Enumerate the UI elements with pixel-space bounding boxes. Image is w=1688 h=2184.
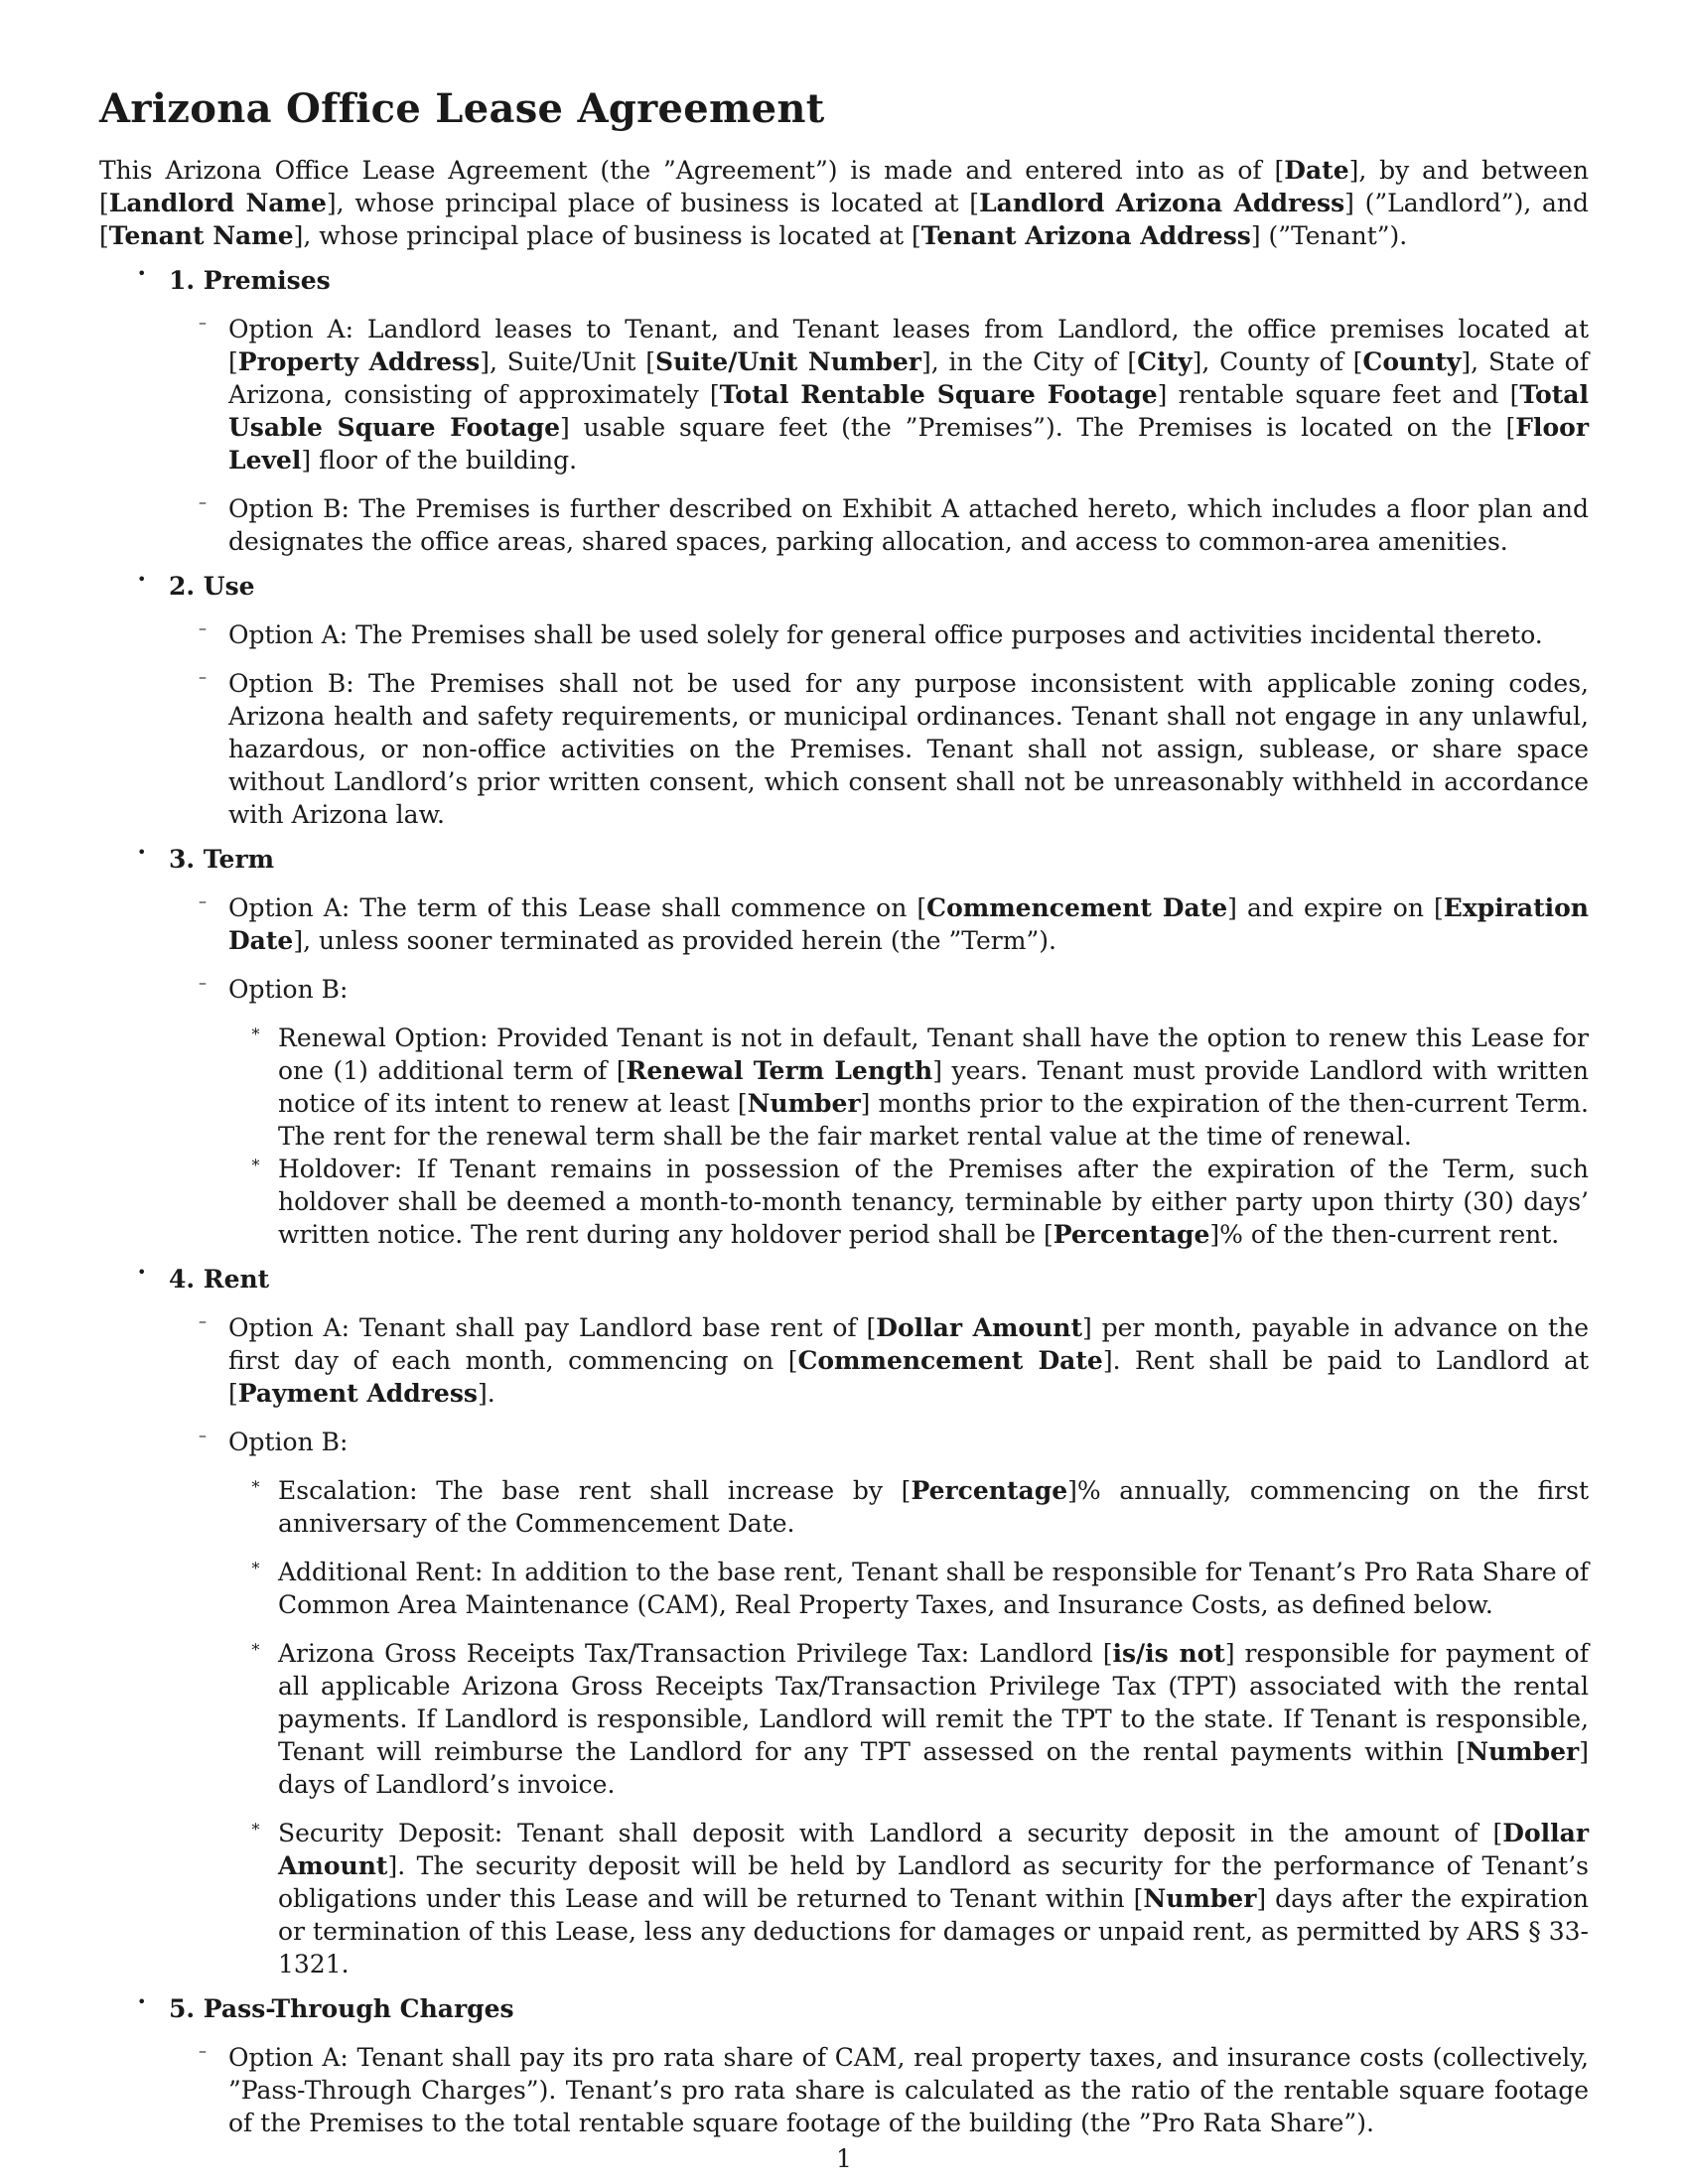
- option-a: – Option A: The term of this Lease shall commence on [Commencement Date] and expire on [Expiration Date], unless sooner terminated as provided herein (the ”Term”).: [199, 891, 1589, 955]
- asterisk-icon: ∗: [250, 1474, 261, 1493]
- asterisk-icon: ∗: [250, 1556, 261, 1574]
- option-b: – Option B: The Premises shall not be used for any purpose inconsistent with applicable zoning codes, Arizona health and safety requirements, or municipal ordinances. Tenant shall not engage in any unlawful, hazardous, or non-office activities on the Premises. Tenant shall not assign, sublease, or share space without Landlord’s prior written consent, which consent shall not be unreasonably withheld in accordance with Arizona law.: [199, 667, 1589, 829]
- dash-icon: –: [199, 1311, 207, 1330]
- sub-item-additional-rent: ∗ Additional Rent: In addition to the base rent, Tenant shall be responsible for Tenant’s Pro Rata Share of Common Area Maintenance (CAM), Real Property Taxes, and Insurance Costs, as defined below.: [250, 1556, 1589, 1619]
- document-title: Arizona Office Lease Agreement: [99, 85, 825, 132]
- section-heading: 2. Use: [169, 572, 255, 601]
- sub-item-tpt: ∗ Arizona Gross Receipts Tax/Transaction Privilege Tax: Landlord [is/is not] responsible for payment of all applicable Arizona Gross Receipts Tax/Transaction Privilege Tax (TPT) associated with the rental payments. If Landlord is responsible, Landlord will remit the TPT to the state. If Tenant is responsible, Tenant will reimburse the Landlord for any TPT assessed on the rental payments within [Number] days of Landlord’s invoice.: [250, 1637, 1589, 1799]
- option-a: – Option A: Tenant shall pay Landlord base rent of [Dollar Amount] per month, payable in advance on the first day of each month, commencing on [Commencement Date]. Rent shall be paid to Landlord at [Payment Address].: [199, 1311, 1590, 1408]
- option-b: – Option B: The Premises is further described on Exhibit A attached hereto, which includes a floor plan and designates the office areas, shared spaces, parking allocation, and access to common-area amenities.: [199, 492, 1589, 556]
- bullet-icon: •: [137, 1992, 147, 2011]
- dash-icon: –: [199, 2041, 207, 2060]
- option-a: – Option A: The Premises shall be used solely for general office purposes and activities incidental thereto.: [199, 618, 1543, 649]
- section-heading: 3. Term: [169, 845, 275, 874]
- dash-icon: –: [199, 492, 207, 511]
- sub-item-escalation: ∗ Escalation: The base rent shall increase by [Percentage]% annually, commencing on the first anniversary of the Commencement Date.: [250, 1474, 1590, 1538]
- dash-icon: –: [199, 618, 207, 637]
- option-a: – Option A: Tenant shall pay its pro rata share of CAM, real property taxes, and insurance costs (collectively, ”Pass-Through Charges”). Tenant’s pro rata share is calculated as the ratio of the rentable square footage of the Premises to the total rentable square footage of the building (the ”Pro Rata Share”).: [199, 2041, 1589, 2137]
- section-use: [99, 570, 1589, 831]
- section-pass-through: [99, 1992, 1589, 2139]
- sub-item-security-deposit: ∗ Security Deposit: Tenant shall deposit with Landlord a security deposit in the amount of [Dollar Amount]. The security deposit will be held by Landlord as security for the performance of Tenant’s obligations under this Lease and will be returned to Tenant within [Number] days after the expiration or termination of this Lease, less any deductions for damages or unpaid rent, as permitted by ARS § 33-1321.: [250, 1817, 1589, 1979]
- sub-item-renewal: ∗ Renewal Option: Provided Tenant is not in default, Tenant shall have the option to renew this Lease for one (1) additional term of [Renewal Term Length] years. Tenant must provide Landlord with written notice of its intent to renew at least [Number] months prior to the expiration of the then-current Term. The rent for the renewal term shall be the fair market rental value at the time of renewal.: [250, 1022, 1589, 1151]
- asterisk-icon: ∗: [250, 1637, 261, 1656]
- asterisk-icon: ∗: [250, 1022, 261, 1040]
- intro-paragraph: This Arizona Office Lease Agreement (the ”Agreement”) is made and entered into as of [Date], by and between [Landlord Name], whose principal place of business is located at [Landlord Arizona Address] (”Landlord”), and [Tenant Name], whose principal place of business is located at [Tenant Arizona Address] (”Tenant”).: [99, 156, 1590, 250]
- document-page: [99, 85, 1589, 2139]
- section-heading: 4. Rent: [169, 1265, 270, 1294]
- bullet-icon: •: [137, 843, 147, 862]
- section-term: [99, 843, 1589, 1251]
- section-rent: [99, 1263, 1589, 1980]
- bullet-icon: •: [137, 1263, 147, 1282]
- dash-icon: –: [199, 973, 207, 992]
- section-heading: 1. Premises: [169, 266, 331, 295]
- dash-icon: –: [199, 1426, 207, 1444]
- section-heading: 5. Pass-Through Charges: [169, 1994, 514, 2023]
- section-premises: [99, 264, 1589, 558]
- bullet-icon: •: [137, 264, 147, 283]
- option-b: – Option B: ∗ Escalation: The base rent shall increase by [Percentage]% annually, commencing on the first anniversary of the Commencement Date. ∗ Additional Rent: In addition to the base rent, Tenant shall be responsible for Tenant’s Pro Rata Share of Common Area Maintenance (CAM), Real Property Taxes, and Insurance Costs, as defined below. ∗ Arizona Gross Receipts Tax/Transaction Privilege Tax: Landlord [is/is not] responsible for payment of all applicable Arizona Gross Receipts Tax/Transaction Privilege Tax (TPT) associated with the rental payments. If Landlord is responsible, Landlord will remit the TPT to the state. If Tenant is responsible, Tenant will reimburse the Landlord for any TPT assessed on the rental payments within [Number] days of Landlord’s invoice. ∗ Security Deposit: Tenant shall deposit with Landlord a security deposit in the amount of [Dollar Amount]. The security deposit will be held by Landlord as security for the performance of Tenant’s obligations under this Lease and will be returned to Tenant within [Number] days after the expiration or termination of this Lease, less any deductions for damages or unpaid rent, as permitted by ARS § 33-1321.: [99, 1426, 1589, 1980]
- asterisk-icon: ∗: [250, 1817, 261, 1836]
- page-number: 1: [836, 2144, 852, 2173]
- option-a: – Option A: Landlord leases to Tenant, and Tenant leases from Landlord, the office premises located at [Property Address], Suite/Unit [Suite/Unit Number], in the City of [City], County of [County], State of Arizona, consisting of approximately [Total Rentable Square Footage] rentable square feet and [Total Usable Square Footage] usable square feet (the ”Premises”). The Premises is located on the [Floor Level] floor of the building.: [199, 313, 1589, 475]
- asterisk-icon: ∗: [250, 1153, 261, 1171]
- bullet-icon: •: [137, 570, 147, 589]
- option-b: – Option B: ∗ Renewal Option: Provided Tenant is not in default, Tenant shall have the option to renew this Lease for one (1) additional term of [Renewal Term Length] years. Tenant must provide Landlord with written notice of its intent to renew at least [Number] months prior to the expiration of the then-current Term. The rent for the renewal term shall be the fair market rental value at the time of renewal. ∗ Holdover: If Tenant remains in possession of the Premises after the expiration of the Term, such holdover shall be deemed a month-to-month tenancy, terminable by either party upon thirty (30) days’ written notice. The rent during any holdover period shall be [Percentage]% of the then-current rent.: [99, 973, 1589, 1251]
- dash-icon: –: [199, 667, 207, 686]
- dash-icon: –: [199, 891, 207, 910]
- sub-item-holdover: ∗ Holdover: If Tenant remains in possession of the Premises after the expiration of the Term, such holdover shall be deemed a month-to-month tenancy, terminable by either party upon thirty (30) days’ written notice. The rent during any holdover period shall be [Percentage]% of the then-current rent.: [250, 1153, 1589, 1249]
- dash-icon: –: [199, 313, 207, 332]
